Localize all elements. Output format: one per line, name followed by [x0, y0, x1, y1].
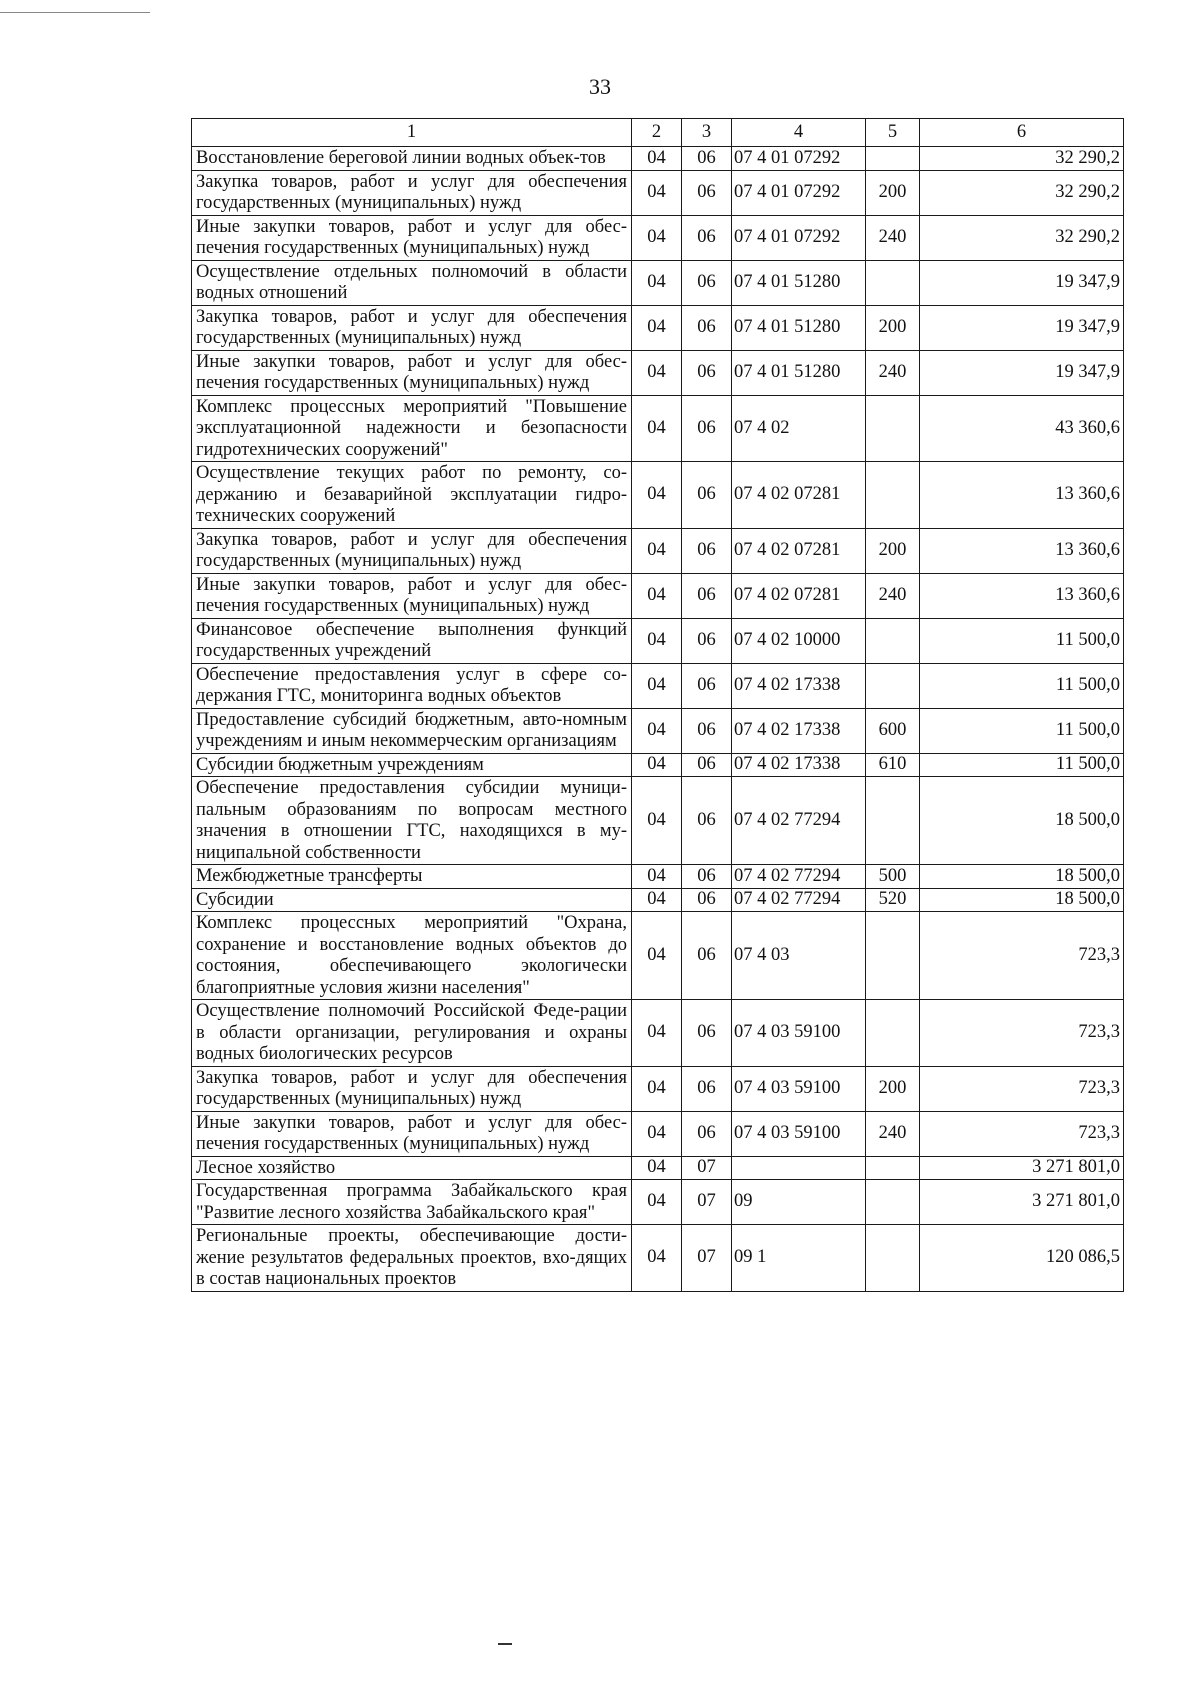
row-section-cell: 04 — [632, 528, 682, 573]
row-amount-cell: 11 500,0 — [920, 663, 1124, 708]
row-amount-cell: 3 271 801,0 — [920, 1156, 1124, 1180]
row-section-cell: 04 — [632, 215, 682, 260]
row-section-cell: 04 — [632, 1066, 682, 1111]
header-col-6: 6 — [920, 119, 1124, 147]
row-target-code-cell: 07 4 01 07292 — [732, 170, 866, 215]
row-section-cell: 04 — [632, 305, 682, 350]
row-expense-type-cell — [866, 147, 920, 171]
row-subsection-cell: 06 — [682, 573, 732, 618]
row-target-code-cell: 09 — [732, 1180, 866, 1225]
row-amount-cell: 18 500,0 — [920, 777, 1124, 865]
row-amount-cell: 32 290,2 — [920, 215, 1124, 260]
row-target-code-cell: 07 4 02 — [732, 395, 866, 462]
row-name-cell: Осуществление полномочий Российской Феде-рации в области организации, регулирования и охраны водных биологических ресурсов — [192, 1000, 632, 1067]
row-name-cell: Финансовое обеспечение выполнения функций государственных учреждений — [192, 618, 632, 663]
row-subsection-cell: 06 — [682, 1111, 732, 1156]
scan-artifact-dash — [498, 1643, 512, 1645]
row-subsection-cell: 06 — [682, 865, 732, 889]
row-target-code-cell: 07 4 01 07292 — [732, 147, 866, 171]
row-target-code-cell: 07 4 03 59100 — [732, 1111, 866, 1156]
row-expense-type-cell — [866, 1180, 920, 1225]
row-target-code-cell: 07 4 02 17338 — [732, 708, 866, 753]
row-amount-cell: 120 086,5 — [920, 1225, 1124, 1292]
row-subsection-cell: 06 — [682, 462, 732, 529]
row-target-code-cell — [732, 1156, 866, 1180]
row-subsection-cell: 06 — [682, 888, 732, 912]
row-amount-cell: 19 347,9 — [920, 350, 1124, 395]
row-subsection-cell: 06 — [682, 147, 732, 171]
row-subsection-cell: 06 — [682, 395, 732, 462]
row-section-cell: 04 — [632, 1000, 682, 1067]
row-subsection-cell: 06 — [682, 215, 732, 260]
row-expense-type-cell — [866, 1156, 920, 1180]
row-name-cell: Закупка товаров, работ и услуг для обеспечения государственных (муниципальных) нужд — [192, 170, 632, 215]
row-amount-cell: 32 290,2 — [920, 147, 1124, 171]
row-target-code-cell: 07 4 01 51280 — [732, 260, 866, 305]
row-section-cell: 04 — [632, 912, 682, 1000]
row-subsection-cell: 06 — [682, 708, 732, 753]
table-row — [192, 350, 1124, 395]
row-target-code-cell: 09 1 — [732, 1225, 866, 1292]
row-target-code-cell: 07 4 01 51280 — [732, 350, 866, 395]
row-amount-cell: 11 500,0 — [920, 618, 1124, 663]
header-col-1: 1 — [192, 119, 632, 147]
row-target-code-cell: 07 4 02 77294 — [732, 777, 866, 865]
row-expense-type-cell: 610 — [866, 753, 920, 777]
row-section-cell: 04 — [632, 708, 682, 753]
header-col-3: 3 — [682, 119, 732, 147]
table-row — [192, 708, 1124, 753]
row-section-cell: 04 — [632, 573, 682, 618]
row-name-cell: Закупка товаров, работ и услуг для обеспечения государственных (муниципальных) нужд — [192, 305, 632, 350]
row-subsection-cell: 06 — [682, 350, 732, 395]
budget-table — [191, 118, 1124, 1292]
row-amount-cell: 723,3 — [920, 1111, 1124, 1156]
row-expense-type-cell — [866, 912, 920, 1000]
table-body — [192, 147, 1124, 1292]
table-row — [192, 170, 1124, 215]
row-target-code-cell: 07 4 01 07292 — [732, 215, 866, 260]
row-amount-cell: 13 360,6 — [920, 528, 1124, 573]
row-name-cell: Обеспечение предоставления услуг в сфере со-держания ГТС, мониторинга водных объектов — [192, 663, 632, 708]
row-expense-type-cell: 520 — [866, 888, 920, 912]
table-row — [192, 865, 1124, 889]
row-amount-cell: 43 360,6 — [920, 395, 1124, 462]
row-amount-cell: 723,3 — [920, 1066, 1124, 1111]
row-amount-cell: 18 500,0 — [920, 865, 1124, 889]
row-expense-type-cell — [866, 395, 920, 462]
row-section-cell: 04 — [632, 753, 682, 777]
row-section-cell: 04 — [632, 462, 682, 529]
row-name-cell: Межбюджетные трансферты — [192, 865, 632, 889]
row-target-code-cell: 07 4 02 07281 — [732, 462, 866, 529]
row-expense-type-cell: 240 — [866, 350, 920, 395]
row-target-code-cell: 07 4 02 10000 — [732, 618, 866, 663]
table-row — [192, 618, 1124, 663]
header-col-4: 4 — [732, 119, 866, 147]
row-name-cell: Лесное хозяйство — [192, 1156, 632, 1180]
row-subsection-cell: 07 — [682, 1180, 732, 1225]
row-name-cell: Региональные проекты, обеспечивающие дости-жение результатов федеральных проектов, вхо-дящих в состав национальных проектов — [192, 1225, 632, 1292]
row-expense-type-cell: 600 — [866, 708, 920, 753]
row-name-cell: Осуществление отдельных полномочий в области водных отношений — [192, 260, 632, 305]
row-section-cell: 04 — [632, 1156, 682, 1180]
row-amount-cell: 13 360,6 — [920, 462, 1124, 529]
table-row — [192, 1066, 1124, 1111]
table-row — [192, 663, 1124, 708]
row-name-cell: Закупка товаров, работ и услуг для обеспечения государственных (муниципальных) нужд — [192, 528, 632, 573]
row-amount-cell: 19 347,9 — [920, 260, 1124, 305]
row-name-cell: Предоставление субсидий бюджетным, авто-номным учреждениям и иным некоммерческим организациям — [192, 708, 632, 753]
row-expense-type-cell: 200 — [866, 528, 920, 573]
row-name-cell: Государственная программа Забайкальского края "Развитие лесного хозяйства Забайкальского края" — [192, 1180, 632, 1225]
row-name-cell: Восстановление береговой линии водных объек-тов — [192, 147, 632, 171]
row-subsection-cell: 06 — [682, 663, 732, 708]
row-expense-type-cell: 200 — [866, 170, 920, 215]
row-subsection-cell: 06 — [682, 777, 732, 865]
row-section-cell: 04 — [632, 395, 682, 462]
row-section-cell: 04 — [632, 1180, 682, 1225]
row-name-cell: Субсидии бюджетным учреждениям — [192, 753, 632, 777]
row-name-cell: Закупка товаров, работ и услуг для обеспечения государственных (муниципальных) нужд — [192, 1066, 632, 1111]
row-target-code-cell: 07 4 02 07281 — [732, 528, 866, 573]
row-name-cell: Иные закупки товаров, работ и услуг для обес-печения государственных (муниципальных) нужд — [192, 350, 632, 395]
row-subsection-cell: 06 — [682, 753, 732, 777]
row-section-cell: 04 — [632, 888, 682, 912]
row-name-cell: Осуществление текущих работ по ремонту, со-держанию и безаварийной эксплуатации гидро-технических сооружений — [192, 462, 632, 529]
table-row — [192, 777, 1124, 865]
table-row — [192, 753, 1124, 777]
table-row — [192, 573, 1124, 618]
table-row — [192, 395, 1124, 462]
row-section-cell: 04 — [632, 618, 682, 663]
row-target-code-cell: 07 4 03 59100 — [732, 1066, 866, 1111]
row-amount-cell: 18 500,0 — [920, 888, 1124, 912]
row-subsection-cell: 06 — [682, 618, 732, 663]
row-subsection-cell: 06 — [682, 1000, 732, 1067]
row-target-code-cell: 07 4 02 77294 — [732, 888, 866, 912]
row-expense-type-cell: 200 — [866, 1066, 920, 1111]
row-name-cell: Иные закупки товаров, работ и услуг для обес-печения государственных (муниципальных) нужд — [192, 1111, 632, 1156]
table-row — [192, 1225, 1124, 1292]
row-section-cell: 04 — [632, 663, 682, 708]
row-expense-type-cell — [866, 618, 920, 663]
row-amount-cell: 3 271 801,0 — [920, 1180, 1124, 1225]
row-amount-cell: 723,3 — [920, 1000, 1124, 1067]
row-section-cell: 04 — [632, 1111, 682, 1156]
row-section-cell: 04 — [632, 147, 682, 171]
row-expense-type-cell — [866, 1000, 920, 1067]
row-expense-type-cell: 240 — [866, 215, 920, 260]
row-subsection-cell: 06 — [682, 1066, 732, 1111]
row-section-cell: 04 — [632, 170, 682, 215]
row-subsection-cell: 06 — [682, 528, 732, 573]
row-target-code-cell: 07 4 03 — [732, 912, 866, 1000]
table-header-row — [192, 119, 1124, 147]
row-expense-type-cell: 500 — [866, 865, 920, 889]
row-target-code-cell: 07 4 02 77294 — [732, 865, 866, 889]
table-row — [192, 215, 1124, 260]
table-row — [192, 888, 1124, 912]
header-col-5: 5 — [866, 119, 920, 147]
table-row — [192, 1180, 1124, 1225]
header-col-2: 2 — [632, 119, 682, 147]
table-row — [192, 147, 1124, 171]
row-expense-type-cell — [866, 663, 920, 708]
row-expense-type-cell — [866, 260, 920, 305]
row-amount-cell: 19 347,9 — [920, 305, 1124, 350]
row-expense-type-cell: 240 — [866, 1111, 920, 1156]
row-amount-cell: 11 500,0 — [920, 708, 1124, 753]
row-name-cell: Субсидии — [192, 888, 632, 912]
table-row — [192, 1111, 1124, 1156]
row-section-cell: 04 — [632, 350, 682, 395]
row-expense-type-cell: 200 — [866, 305, 920, 350]
row-name-cell: Иные закупки товаров, работ и услуг для обес-печения государственных (муниципальных) нужд — [192, 215, 632, 260]
row-target-code-cell: 07 4 02 17338 — [732, 663, 866, 708]
row-expense-type-cell: 240 — [866, 573, 920, 618]
table-row — [192, 462, 1124, 529]
row-subsection-cell: 07 — [682, 1225, 732, 1292]
row-expense-type-cell — [866, 1225, 920, 1292]
row-amount-cell: 11 500,0 — [920, 753, 1124, 777]
table-row — [192, 1156, 1124, 1180]
row-subsection-cell: 06 — [682, 260, 732, 305]
row-target-code-cell: 07 4 01 51280 — [732, 305, 866, 350]
scan-artifact-line — [0, 12, 150, 13]
row-expense-type-cell — [866, 777, 920, 865]
row-section-cell: 04 — [632, 260, 682, 305]
row-amount-cell: 13 360,6 — [920, 573, 1124, 618]
row-amount-cell: 32 290,2 — [920, 170, 1124, 215]
page-number: 33 — [589, 74, 611, 99]
row-name-cell: Обеспечение предоставления субсидии муници-пальным образованиям по вопросам местного значения в отношении ГТС, находящихся в му-ниципальной собственности — [192, 777, 632, 865]
row-name-cell: Комплекс процессных мероприятий "Охрана, сохранение и восстановление водных объектов до состояния, обеспечивающего экологически благоприятные условия жизни населения" — [192, 912, 632, 1000]
row-section-cell: 04 — [632, 1225, 682, 1292]
row-target-code-cell: 07 4 02 07281 — [732, 573, 866, 618]
row-name-cell: Комплекс процессных мероприятий "Повышение эксплуатационной надежности и безопасности гидротехнических сооружений" — [192, 395, 632, 462]
row-section-cell: 04 — [632, 865, 682, 889]
table-row — [192, 260, 1124, 305]
table-row — [192, 305, 1124, 350]
row-target-code-cell: 07 4 03 59100 — [732, 1000, 866, 1067]
row-subsection-cell: 07 — [682, 1156, 732, 1180]
table-row — [192, 912, 1124, 1000]
row-expense-type-cell — [866, 462, 920, 529]
row-subsection-cell: 06 — [682, 170, 732, 215]
row-subsection-cell: 06 — [682, 305, 732, 350]
row-name-cell: Иные закупки товаров, работ и услуг для обес-печения государственных (муниципальных) нужд — [192, 573, 632, 618]
table-row — [192, 1000, 1124, 1067]
row-subsection-cell: 06 — [682, 912, 732, 1000]
row-section-cell: 04 — [632, 777, 682, 865]
row-target-code-cell: 07 4 02 17338 — [732, 753, 866, 777]
row-amount-cell: 723,3 — [920, 912, 1124, 1000]
table-row — [192, 528, 1124, 573]
